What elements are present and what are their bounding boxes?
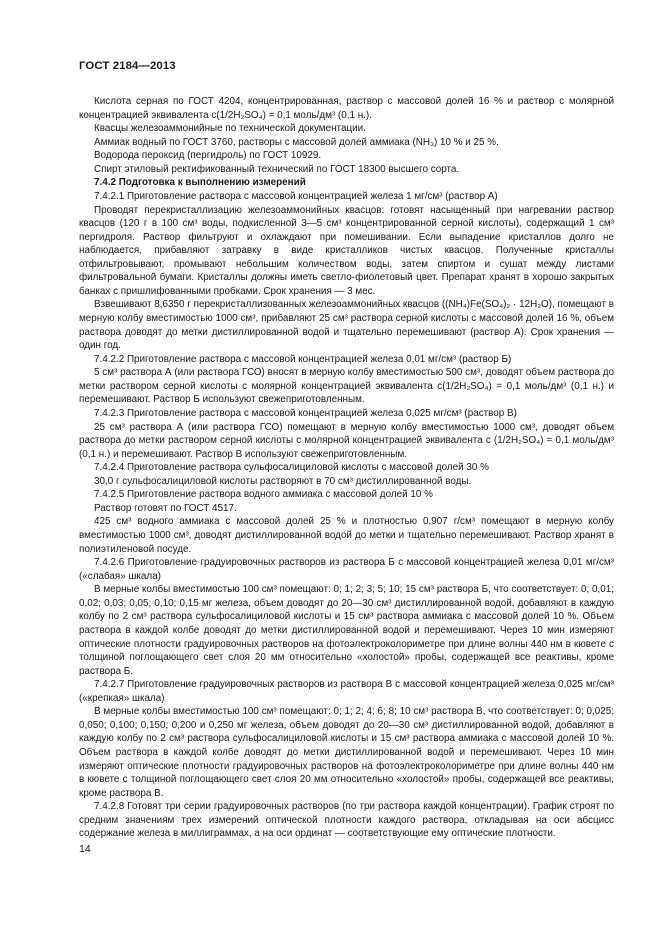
paragraph: Спирт этиловый ректификованный технический по ГОСТ 18300 высшего сорта.	[94, 163, 460, 175]
paragraph: 5 см³ раствора А (или раствора ГСО) вносят в мерную колбу вместимостью 500 см³, доводят объем раствора до метки раствором серной кислоты с молярной концентрацией эквивалента c(1/2H₂SO₄) = 0,1 моль/дм³ (0,1 н.) и перемешивают. Раствор Б используют свежеприготовленным.	[79, 367, 614, 406]
paragraph: Кислота серная по ГОСТ 4204, концентрированная, раствор с массовой долей 16 % и раствор с молярной концентрацией эквивалента c(1/2H₂SO₄) = 0,1 моль/дм³ (0,1 н.).	[79, 96, 614, 121]
paragraph: 7.4.2.4 Приготовление раствора сульфосалициловой кислоты с массовой долей 30 %	[94, 462, 489, 474]
section-heading: 7.4.2 Подготовка к выполнению измерений	[94, 177, 306, 189]
paragraph: 7.4.2.6 Приготовление градуировочных растворов из раствора Б с массовой концентрацией железа 0,01 мг/см³ («слабая» шкала)	[79, 557, 614, 582]
paragraph: 7.4.2.8 Готовят три серии градуировочных растворов (по три раствора каждой концентрации). График строят по средним значениям трех измерений оптической плотности каждого раствора, откладывая на оси абсцисс содержание железа в миллиграммах, а на оси ординат — соответствующие ему оптические плотности.	[79, 801, 614, 840]
paragraph: Проводят перекристаллизацию железоаммонийных квасцов: готовят насыщенный при нагревании раствор квасцов (120 г в 100 см³ воды, подкисленной 3—5 см³ концентрированной серной кислоты), содержащий 1 см³ пергидроля. Раствор фильтруют и охлаждают при помешивании. Если выпадение кристаллов долго не наблюдается, прибавляют затравку в виде кристалликов чистых квасцов. Полученные кристаллы отфильтровывают, промывают небольшим количеством воды, затем спиртом и сушат между листами фильтровальной бумаги. Кристаллы должны иметь светло-фиолетовый цвет. Препарат хранят в хорошо закрытых банках с пришлифованными пробками. Срок хранения — 3 мес.	[79, 204, 614, 297]
paragraph: Аммиак водный по ГОСТ 3760, растворы с массовой долей аммиака (NH₃) 10 % и 25 %.	[94, 136, 499, 148]
paragraph: Квасцы железоаммонийные по технической документации.	[94, 123, 366, 135]
paragraph: Водорода пероксид (пергидроль) по ГОСТ 10929.	[94, 150, 322, 162]
paragraph: В мерные колбы вместимостью 100 см³ помещают: 0; 1; 2; 3; 5; 10; 15 см³ раствора Б, что соответствует: 0; 0,01; 0,02; 0,03; 0,05; 0,10; 0,15 мг железа, объем доводят до 20—30 см³ дистиллированной водой, добавляют в каждую колбу по 2 см³ раствора сульфосалициловой кислоты и 15 см³ раствора аммиака с массовой долей 10 %. Объем раствора в каждой колбе доводят до метки дистиллированной водой и перемешивают. Через 10 мин измеряют оптические плотности градуировочных растворов на фотоэлектроколориметре при длине волны 440 нм в кювете с толщиной поглощающего свет слоя 20 мм относительно «холостой» пробы, содержащей все реактивы, кроме раствора Б.	[79, 584, 614, 677]
document-header: ГОСТ 2184—2013	[79, 60, 176, 72]
paragraph: 7.4.2.7 Приготовление градуировочных растворов из раствора В с массовой концентрацией железа 0,025 мг/см³ («крепкая» шкала)	[79, 679, 614, 704]
paragraph: Взвешивают 8,6350 г перекристаллизованных железоаммонийных квасцов ((NH₄)Fe(SO₄)₂ · 12H₂O), помещают в мерную колбу вместимостью 1000 см³, прибавляют 25 см³ раствора серной кислоты с массовой долей 16 %, объем раствора доводят до метки дистиллированной водой и тщательно перемешивают (раствор А). Срок хранения — один год.	[79, 299, 614, 352]
paragraph: 7.4.2.2 Приготовление раствора с массовой концентрацией железа 0,01 мг/см³ (раствор Б)	[94, 353, 512, 365]
paragraph: 7.4.2.1 Приготовление раствора с массовой концентрацией железа 1 мг/см³ (раствор А)	[94, 190, 498, 202]
paragraph: 7.4.2.5 Приготовление раствора водного аммиака с массовой долей 10 %	[94, 489, 433, 501]
paragraph: 7.4.2.3 Приготовление раствора с массовой концентрацией железа 0,025 мг/см³ (раствор В)	[94, 407, 517, 419]
paragraph: В мерные колбы вместимостью 100 см³ помещают: 0; 1; 2; 4; 6; 8; 10 см³ раствора В, что соответствует: 0; 0,025; 0,050; 0,100; 0,150; 0,200 и 0,250 мг железа, объем доводят до 20—30 см³ дистиллированной водой, добавляют в каждую колбу по 2 см³ раствора сульфосалициловой кислоты и 15 см³ раствора аммиака с массовой долей 10 %. Объем раствора в каждой колбе доводят до метки дистиллированной водой и перемешивают. Через 10 мин измеряют оптические плотности градуировочных растворов на фотоэлектроколориметре при длине волны 440 нм в кювете с толщиной поглощающего свет слоя 20 мм относительно «холостой» пробы, содержащей все реактивы, кроме раствора В.	[79, 706, 614, 799]
document-body	[79, 95, 614, 841]
paragraph: Раствор готовят по ГОСТ 4517.	[94, 502, 237, 514]
paragraph: 30,0 г сульфосалициловой кислоты растворяют в 70 см³ дистиллированной воды.	[94, 475, 472, 487]
paragraph: 425 см³ водного аммиака с массовой долей 25 % и плотностью 0,907 г/см³ помещают в мерную колбу вместимостью 1000 см³, доводят дистиллированной водой до метки и тщательно перемешивают. Раствор хранят в полиэтиленовой посуде.	[79, 516, 614, 555]
page-number: 14	[79, 843, 91, 855]
paragraph: 25 см³ раствора А (или раствора ГСО) помещают в мерную колбу вместимостью 1000 см³, доводят объем раствора до метки раствором серной кислоты с молярной концентрацией эквивалента c (1/2H₂SO₄) = 0,1 моль/дм³ (0,1 н.) и перемешивают. Раствор В используют свежеприготовленным.	[79, 421, 614, 460]
